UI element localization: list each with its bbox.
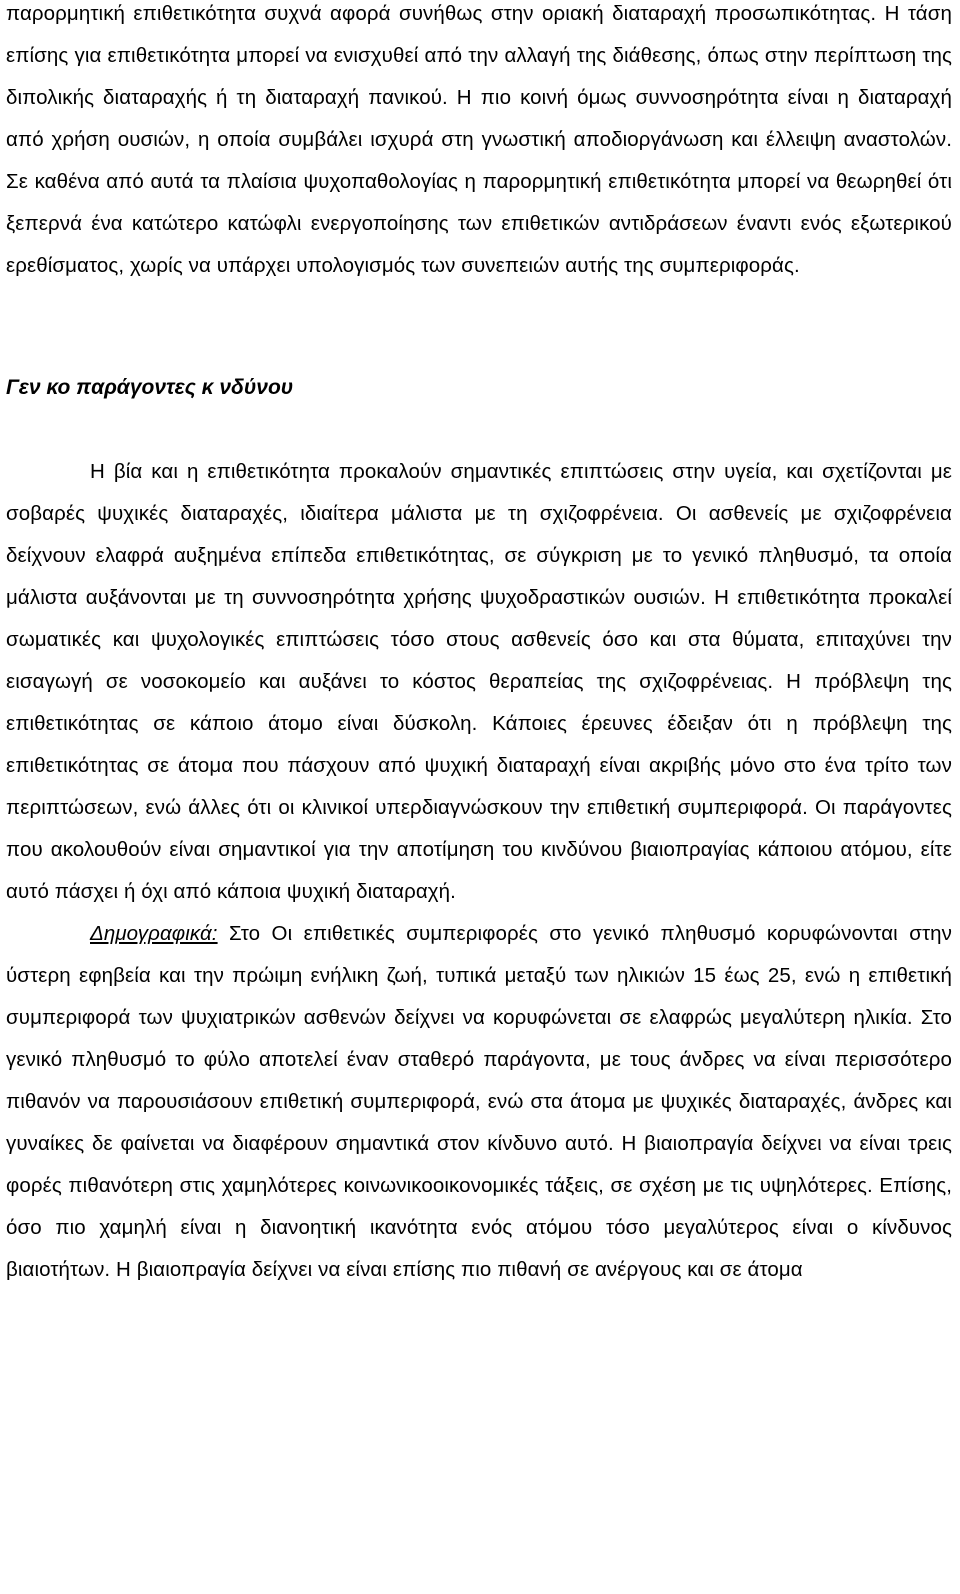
section-heading-risk-factors: Γεν κο παράγοντες κ νδύνου: [6, 376, 294, 399]
paragraph-violence-and-schizophrenia: Η βία και η επιθετικότητα προκαλούν σημαντικές επιπτώσεις στην υγεία, και σχετίζονται με σοβαρές ψυχικές διαταραχές, ιδιαίτερα μάλιστα με τη σχιζοφρένεια. Οι ασθενείς με σχιζοφρένεια δείχνουν ελαφρά αυξημένα επίπεδα επιθετικότητας, σε σύγκριση με το γενικό πληθυσμό, τα οποία μάλιστα αυξάνονται με τη συννοσηρότητα χρήσης ψυχοδραστικών ουσιών. Η επιθετικότητα προκαλεί σωματικές και ψυχολογικές επιπτώσεις τόσο στους ασθενείς όσο και στα θύματα, επιταχύνει την εισαγωγή σε νοσοκομείο και αυξάνει το κόστος θεραπείας της σχιζοφρένειας. Η πρόβλεψη της επιθετικότητας σε κάποιο άτομο είναι δύσκολη. Κάποιες έρευνες έδειξαν ότι η πρόβλεψη της επιθετικότητας σε άτομα που πάσχουν από ψυχική διαταραχή είναι ακριβής μόνο στο ένα τρίτο των περιπτώσεων, ενώ άλλες ότι οι κλινικοί υπερδιαγνώσκουν την επιθετική συμπεριφορά. Οι παράγοντες που ακολουθούν είναι σημαντικοί για την αποτίμηση του κινδύνου βιαιοπραγίας κάποιου ατόμου, είτε αυτό πάσχει ή όχι από κάποια ψυχική διαταραχή.: [6, 460, 952, 903]
paragraph-demographics: [6, 913, 952, 1291]
demographics-label: Δημογραφικά:: [90, 922, 218, 945]
demographics-text: Στο Οι επιθετικές συμπεριφορές στο γενικό πληθυσμό κορυφώνονται στην ύστερη εφηβεία και την πρώιμη ενήλικη ζωή, τυπικά μεταξύ των ηλικιών 15 έως 25, ενώ η επιθετική συμπεριφορά των ψυχιατρικών ασθενών δείχνει να κορυφώνεται σε ελαφρώς μεγαλύτερη ηλικία. Στο γενικό πληθυσμό το φύλο αποτελεί έναν σταθερό παράγοντα, με τους άνδρες να είναι περισσότερο πιθανόν να παρουσιάσουν επιθετική συμπεριφορά, ενώ στα άτομα με ψυχικές διαταραχές, άνδρες και γυναίκες δε φαίνεται να διαφέρουν σημαντικά στον κίνδυνο αυτό. Η βιαιοπραγία δείχνει να είναι τρεις φορές πιθανότερη στις χαμηλότερες κοινωνικοοικονομικές τάξεις, σε σχέση με τις υψηλότερες. Επίσης, όσο πιο χαμηλή είναι η διανοητική ικανότητα ενός ατόμου τόσο μεγαλύτερος είναι ο κίνδυνος βιαιοτήτων. Η βιαιοπραγία δείχνει να είναι επίσης πιο πιθανή σε ανέργους και σε άτομα: [6, 922, 952, 1281]
section-spacer: [6, 409, 952, 451]
paragraph-impulsive-aggression: παρορμητική επιθετικότητα συχνά αφορά συνήθως στην οριακή διαταραχή προσωπικότητας. Η τάση επίσης για επιθετικότητα μπορεί να ενισχυθεί από την αλλαγή της διάθεσης, όπως στην περίπτωση της διπολικής διαταραχής ή τη διαταραχή πανικού. Η πιο κοινή όμως συννοσηρότητα είναι η διαταραχή από χρήση ουσιών, η οποία συμβάλει ισχυρά στη γνωστική αποδιοργάνωση και έλλειψη αναστολών. Σε καθένα από αυτά τα πλαίσια ψυχοπαθολογίας η παρορμητική επιθετικότητα μπορεί να θεωρηθεί ότι ξεπερνά ένα κατώτερο κατώφλι ενεργοποίησης των επιθετικών αντιδράσεων έναντι ενός εξωτερικού ερεθίσματος, χωρίς να υπάρχει υπολογισμός των συνεπειών αυτής της συμπεριφοράς.: [6, 2, 952, 277]
document-page: [6, 0, 952, 1291]
